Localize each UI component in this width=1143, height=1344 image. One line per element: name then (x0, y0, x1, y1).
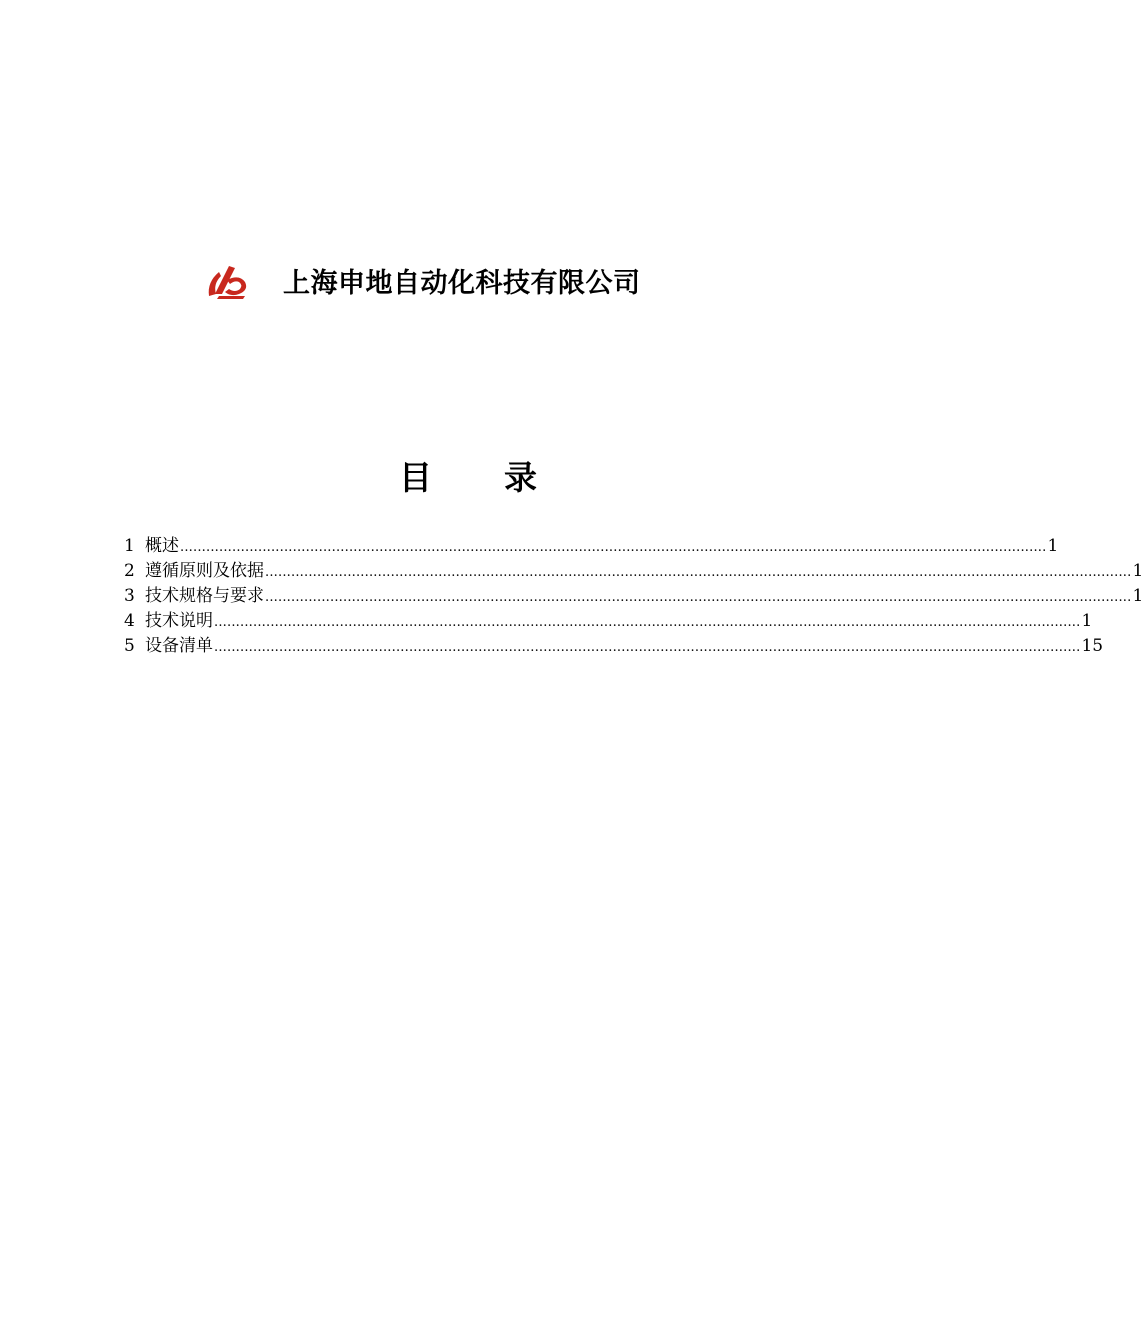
toc-entry-page: 1 (1132, 586, 1143, 606)
company-logo-icon (205, 260, 249, 300)
toc-entry[interactable] (124, 534, 1059, 559)
toc-entry-page: 1 (1132, 561, 1143, 581)
toc-entry-number: 4 (124, 611, 135, 631)
toc-title-part: 目 (399, 458, 432, 497)
toc-entry-page: 15 (1081, 636, 1104, 656)
toc-entry-text: 技术说明 (145, 611, 213, 631)
toc-entry-page: 1 (1081, 611, 1093, 631)
company-name: 上海申地自动化科技有限公司 (283, 267, 641, 299)
toc-dot-leader: ........................................................................................................................................................................................................ (214, 640, 1081, 655)
toc-dot-leader: ........................................................................................................................................................................................................ (214, 615, 1081, 630)
toc-entry-text: 遵循原则及依据 (145, 561, 264, 581)
toc-entry[interactable] (124, 634, 1104, 659)
toc-entry-text: 技术规格与要求 (145, 586, 264, 606)
toc-entry-number: 1 (124, 536, 135, 556)
toc-entry[interactable] (124, 584, 1143, 609)
toc-dot-leader: ........................................................................................................................................................................................................ (265, 590, 1132, 605)
toc-entry-text: 概述 (145, 536, 179, 556)
toc-entry-number: 2 (124, 561, 135, 581)
toc-entry-number: 3 (124, 586, 135, 606)
toc-entry[interactable] (124, 609, 1093, 634)
toc-entry-number: 5 (124, 636, 135, 656)
toc-title-part: 录 (504, 458, 537, 497)
toc-dot-leader: ........................................................................................................................................................................................................ (180, 540, 1047, 555)
toc-entry-page: 1 (1047, 536, 1059, 556)
company-header (205, 258, 641, 302)
toc-entry[interactable] (124, 559, 1143, 584)
toc-entry-text: 设备清单 (145, 636, 213, 656)
toc-dot-leader: ........................................................................................................................................................................................................ (265, 565, 1132, 580)
table-of-contents (124, 534, 1143, 659)
toc-title (399, 452, 537, 499)
